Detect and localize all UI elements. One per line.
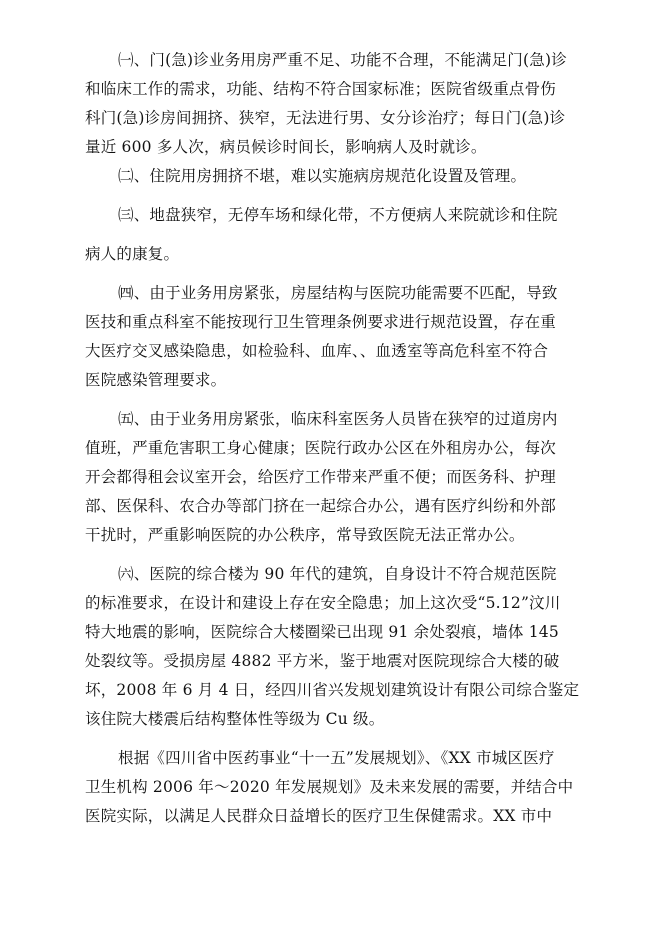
text-line: 量近 600 多人次，病员候诊时间长，影响病人及时就诊。 (85, 138, 487, 156)
text-line: 科门(急)诊房间拥挤、狭窄，无法进行男、女分诊治疗；每日门(急)诊 (85, 109, 566, 127)
text-line: ㈣、由于业务用房紧张，房屋结构与医院功能需要不匹配，导致 (118, 284, 558, 302)
text-line: ㈤、由于业务用房紧张，临床科室医务人员皆在狭窄的过道房内 (118, 410, 558, 428)
text-line: 卫生机构 2006 年～2020 年发展规划》及未来发展的需要，并结合中 (85, 778, 574, 796)
text-line: 处裂纹等。受损房屋 4882 平方米，鉴于地震对医院现综合大楼的破 (85, 652, 560, 670)
text-line: 大医疗交叉感染隐患，如检验科、血库、、血透室等高危科室不符合 (85, 342, 549, 360)
text-line: 干扰时，严重影响医院的办公秩序，常导致医院无法正常办公。 (85, 526, 525, 544)
text-line: 根据《四川省中医药事业“十一五”发展规划》、《XX 市城区医疗 (118, 749, 555, 767)
text-line: 医院感染管理要求。 (85, 371, 227, 389)
text-line: 值班，严重危害职工身心健康；医院行政办公区在外租房办公，每次 (85, 439, 557, 457)
text-line: ㈢、地盘狭窄，无停车场和绿化带，不方便病人来院就诊和住院 (118, 206, 558, 224)
text-line: 医院实际，以满足人民群众日益增长的医疗卫生保健需求。XX 市中 (85, 807, 553, 825)
text-line: 的标准要求，在设计和建设上存在安全隐患；加上这次受“5.12”汶川 (85, 594, 561, 612)
text-line: 坏，2008 年 6 月 4 日，经四川省兴发规划建筑设计有限公司综合鉴定 (85, 681, 580, 699)
text-line: 开会都得租会议室开会，给医疗工作带来严重不便；而医务科、护理 (85, 468, 557, 486)
text-line: 病人的康复。 (85, 245, 180, 263)
text-line: 该住院大楼震后结构整体性等级为 Cu 级。 (85, 710, 385, 728)
text-line: 医技和重点科室不能按现行卫生管理条例要求进行规范设置，存在重 (85, 313, 557, 331)
text-line: 和临床工作的需求，功能、结构不符合国家标准；医院省级重点骨伤 (85, 80, 557, 98)
text-line: ㈠、门(急)诊业务用房严重不足、功能不合理，不能满足门(急)诊 (118, 51, 567, 69)
text-line: 特大地震的影响，医院综合大楼圈梁已出现 91 余处裂痕，墙体 145 (85, 623, 559, 641)
text-line: 部、医保科、农合办等部门挤在一起综合办公，遇有医疗纠纷和外部 (85, 497, 557, 515)
text-line: ㈡、住院用房拥挤不堪，难以实施病房规范化设置及管理。 (118, 167, 527, 185)
text-line: ㈥、医院的综合楼为 90 年代的建筑，自身设计不符合规范医院 (118, 565, 557, 583)
